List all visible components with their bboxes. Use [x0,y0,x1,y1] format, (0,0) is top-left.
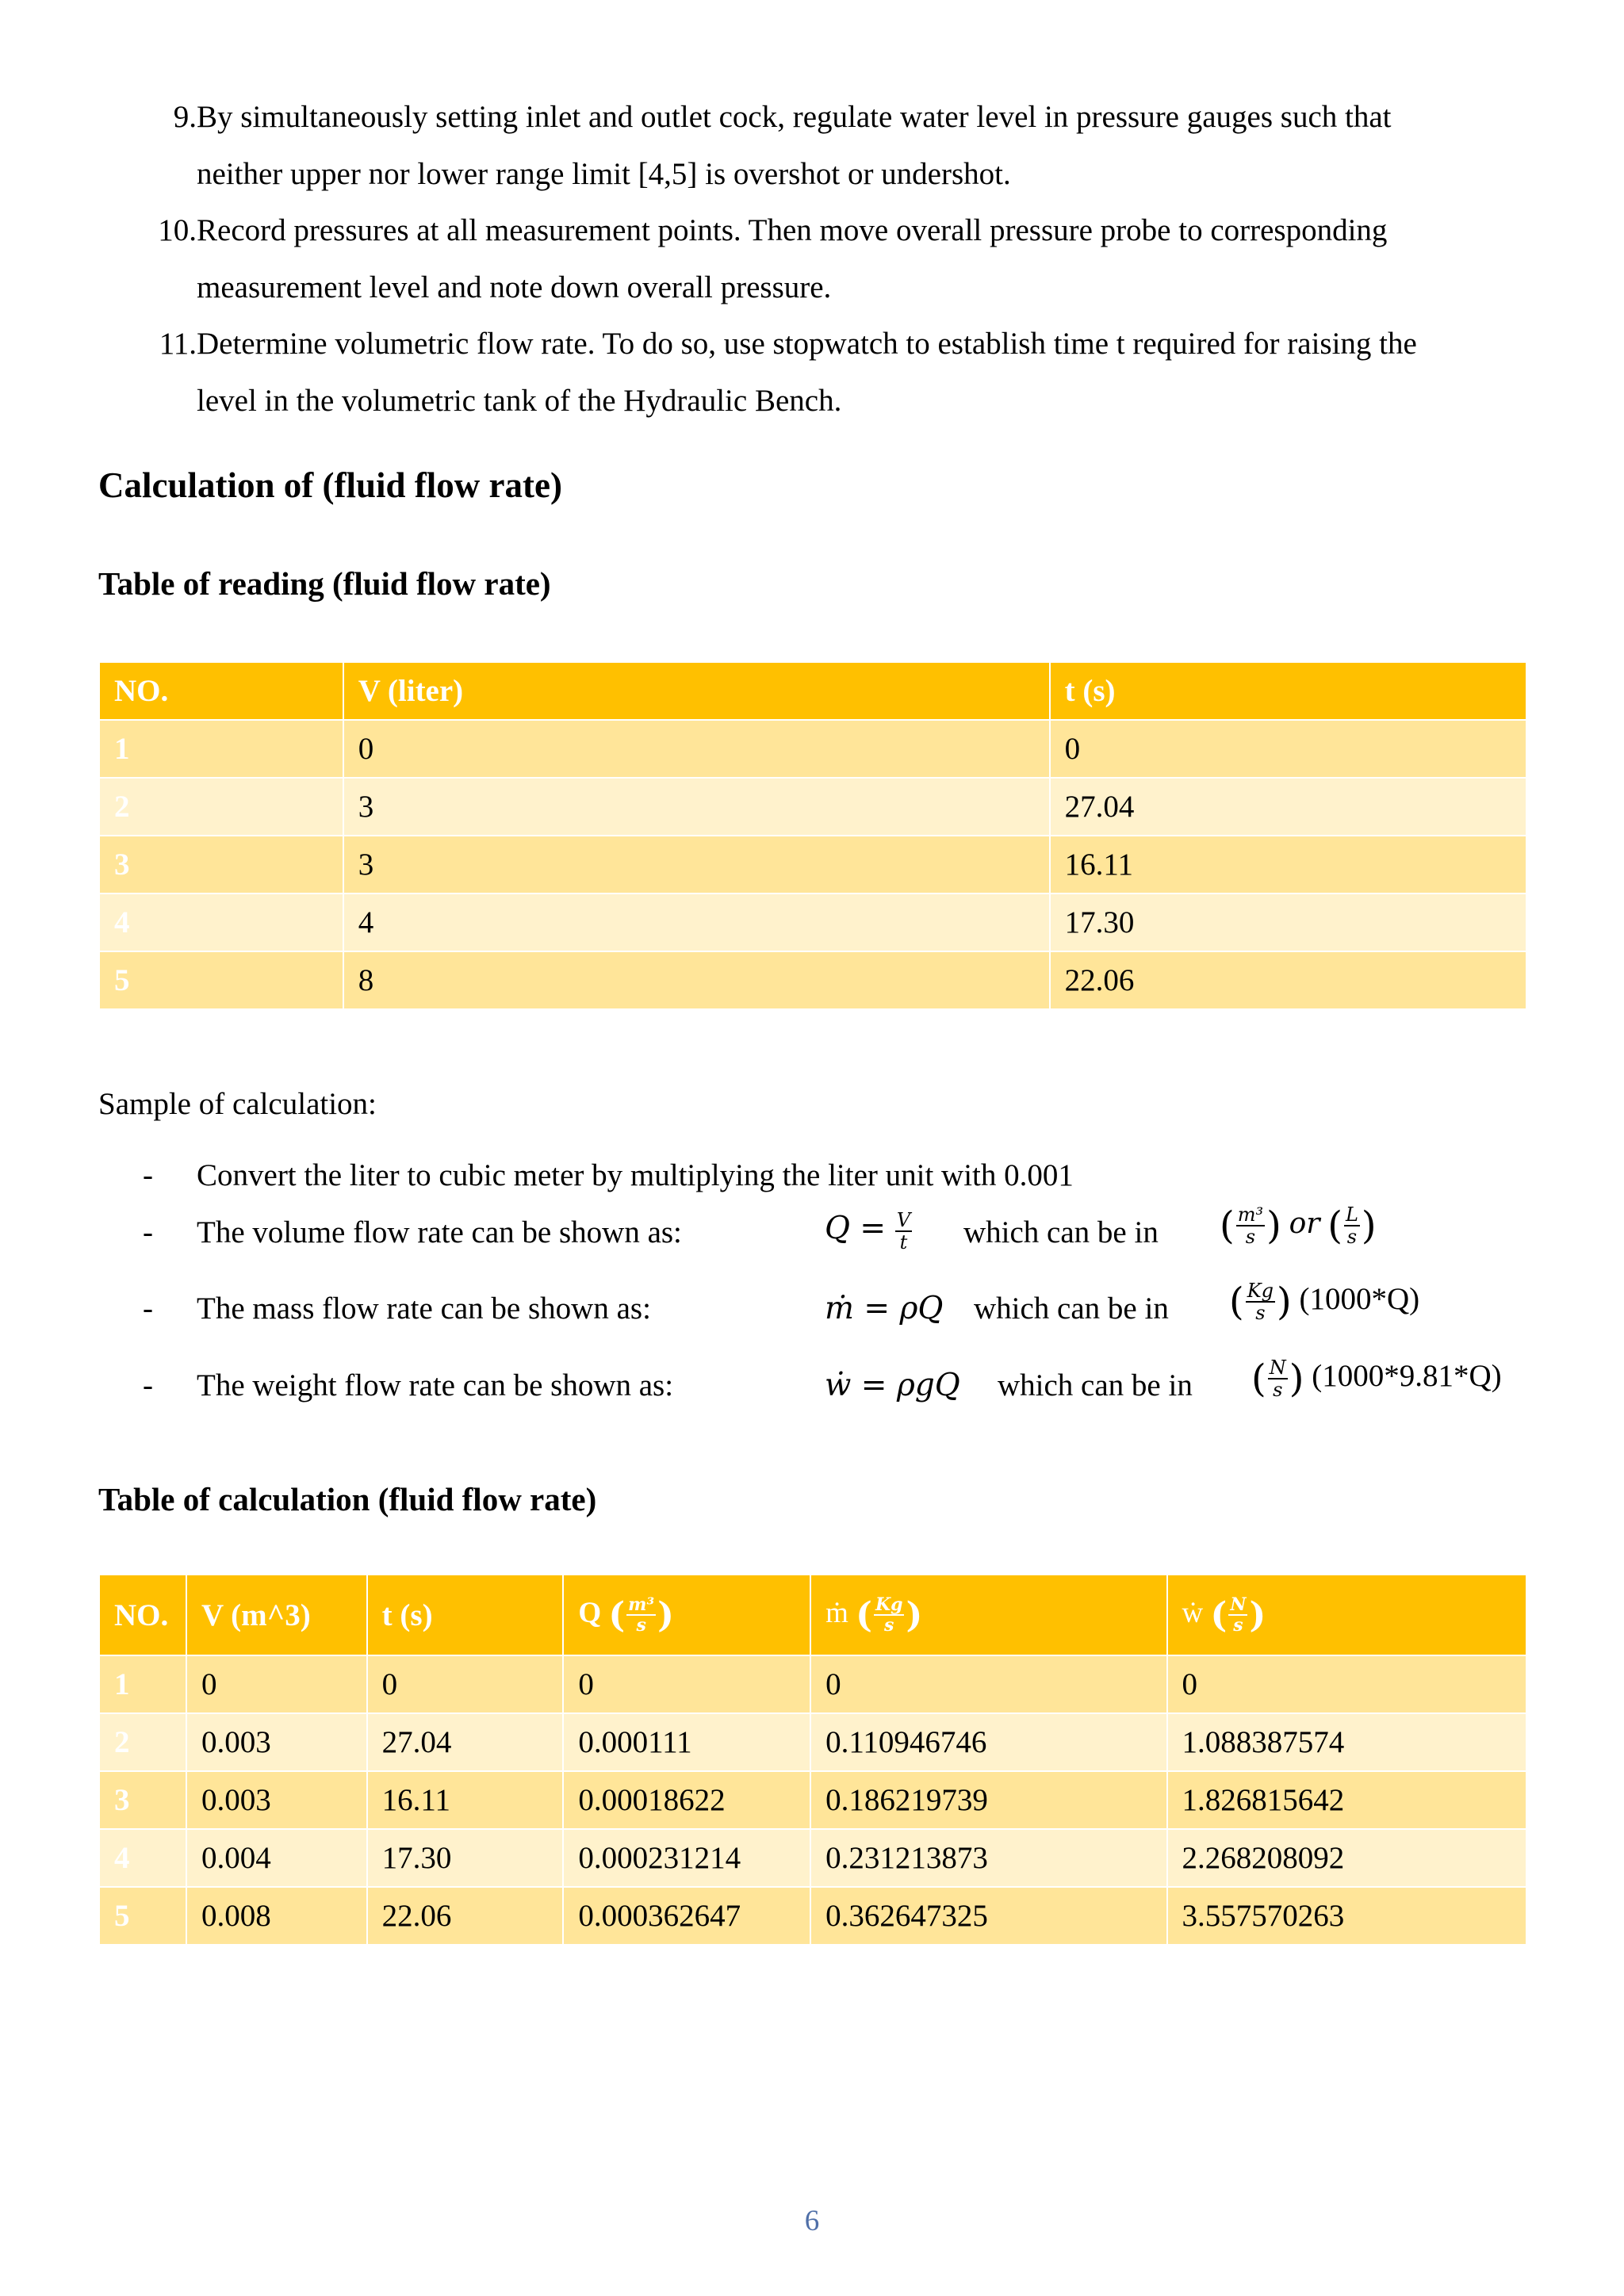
weight-equation: ẇ = ρgQ [825,1368,960,1403]
row-index: 2 [99,778,343,836]
row-index: 1 [99,1655,186,1713]
cell-time: 16.11 [367,1771,564,1829]
table-row [99,1655,1526,1713]
which-label: which can be in [974,1292,1169,1326]
cell-time: 27.04 [1050,778,1526,836]
procedure-steps [98,89,1527,429]
cell-time: 17.30 [1050,894,1526,951]
step-text: Determine volumetric flow rate. To do so, use stopwatch to establish time t required for raising the level in the volumetric tank of the Hydraulic Bench. [197,327,1417,418]
step-number: 9. [173,100,197,134]
cell-time: 27.04 [367,1713,564,1771]
table-row [99,951,1526,1009]
table-header-row [99,1575,1526,1655]
step-9 [98,89,1527,202]
cell-volume: 0.008 [186,1887,367,1945]
step-10 [98,202,1527,316]
row-index: 4 [99,1829,186,1887]
row-index: 4 [99,894,343,951]
table-row [99,1887,1526,1945]
cell-volume: 0.004 [186,1829,367,1887]
cell-q: 0 [563,1655,810,1713]
col-header-q: Q ( $\frac{\text{m³}}{s}$ ) [563,1575,810,1655]
page-number: 6 [804,2205,820,2237]
cell-time: 22.06 [1050,951,1526,1009]
sample-label: Sample of calculation: [98,1087,377,1121]
cell-weight: 1.088387574 [1167,1713,1526,1771]
col-header-volume: V (liter) [343,662,1050,720]
cell-mass: 0.362647325 [810,1887,1166,1945]
col-header-no: NO. [99,1575,186,1655]
volume-units: ( $\frac{\text{m³}}{s}$ ) or ( $\frac{L}{s}$ ) [1220,1203,1377,1248]
weight-units: ( $\frac{N}{s}$ ) (1000*9.81*Q) [1251,1357,1502,1401]
bullet-dash: - [143,1368,153,1402]
table-row [99,836,1526,894]
row-index: 1 [99,720,343,778]
bullet-dash: - [143,1215,153,1249]
table-row [99,778,1526,836]
mass-equation: ṁ = ρQ [825,1291,944,1326]
cell-volume: 8 [343,951,1050,1009]
table-row [99,1829,1526,1887]
col-header-no: NO. [99,662,343,720]
calculation-table [98,1574,1527,1946]
col-header-volume: V (m^3) [186,1575,367,1655]
row-index: 3 [99,836,343,894]
bullet-dash: - [143,1292,153,1326]
cell-mass: 0.231213873 [810,1829,1166,1887]
col-header-weight: ẇ ( $\frac{N}{s}$ ) [1167,1575,1526,1655]
table-row [99,720,1526,778]
col-header-time: t (s) [1050,662,1526,720]
bullet-dash: - [143,1158,153,1192]
step-11 [98,316,1527,429]
cell-weight: 2.268208092 [1167,1829,1526,1887]
cell-time: 16.11 [1050,836,1526,894]
table-row [99,1771,1526,1829]
cell-q: 0.000231214 [563,1829,810,1887]
table-row [99,1713,1526,1771]
cell-time: 22.06 [367,1887,564,1945]
cell-time: 0 [1050,720,1526,778]
reading-table-heading: Table of reading (fluid flow rate) [98,565,551,602]
cell-weight: 3.557570263 [1167,1887,1526,1945]
row-index: 5 [99,951,343,1009]
step-text: Record pressures at all measurement points. Then move overall pressure probe to corresponding measurement level and note down overall pressure. [197,213,1388,304]
fraction: $\frac{V}{t}$ [896,1209,911,1253]
cell-q: 0.000111 [563,1713,810,1771]
reading-table [98,661,1527,1010]
cell-weight: 0 [1167,1655,1526,1713]
cell-volume: 0.003 [186,1771,367,1829]
cell-volume: 3 [343,778,1050,836]
cell-time: 17.30 [367,1829,564,1887]
sample-text: The mass flow rate can be shown as: [197,1292,651,1326]
step-number: 11. [159,327,197,361]
table-header-row [99,662,1526,720]
sample-text: The weight flow rate can be shown as: [197,1368,674,1402]
which-label: which can be in [998,1368,1193,1402]
col-header-mass: ṁ ( $\frac{Kg}{s}$ ) [810,1575,1166,1655]
cell-volume: 3 [343,836,1050,894]
cell-volume: 0.003 [186,1713,367,1771]
sample-text: Convert the liter to cubic meter by multiplying the liter unit with 0.001 [197,1158,1074,1192]
step-text: By simultaneously setting inlet and outlet cock, regulate water level in pressure gauges such that neither upper nor lower range limit [4,5] is overshot or undershot. [197,100,1392,191]
step-number: 10. [158,213,197,247]
row-index: 3 [99,1771,186,1829]
sample-text: The volume flow rate can be shown as: [197,1215,682,1249]
section-heading: Calculation of (fluid flow rate) [98,465,562,505]
cell-q: 0.00018622 [563,1771,810,1829]
row-index: 2 [99,1713,186,1771]
col-header-time: t (s) [367,1575,564,1655]
cell-weight: 1.826815642 [1167,1771,1526,1829]
volume-equation: Q = $\frac{V}{t}$ [825,1209,911,1253]
cell-mass: 0 [810,1655,1166,1713]
cell-time: 0 [367,1655,564,1713]
row-index: 5 [99,1887,186,1945]
mass-units: ( $\frac{Kg}{s}$ ) (1000*Q) [1229,1280,1420,1324]
cell-volume: 0 [186,1655,367,1713]
table-row [99,894,1526,951]
cell-volume: 0 [343,720,1050,778]
cell-mass: 0.186219739 [810,1771,1166,1829]
which-label: which can be in [963,1215,1159,1249]
cell-volume: 4 [343,894,1050,951]
cell-q: 0.000362647 [563,1887,810,1945]
calculation-table-heading: Table of calculation (fluid flow rate) [98,1481,597,1517]
cell-mass: 0.110946746 [810,1713,1166,1771]
